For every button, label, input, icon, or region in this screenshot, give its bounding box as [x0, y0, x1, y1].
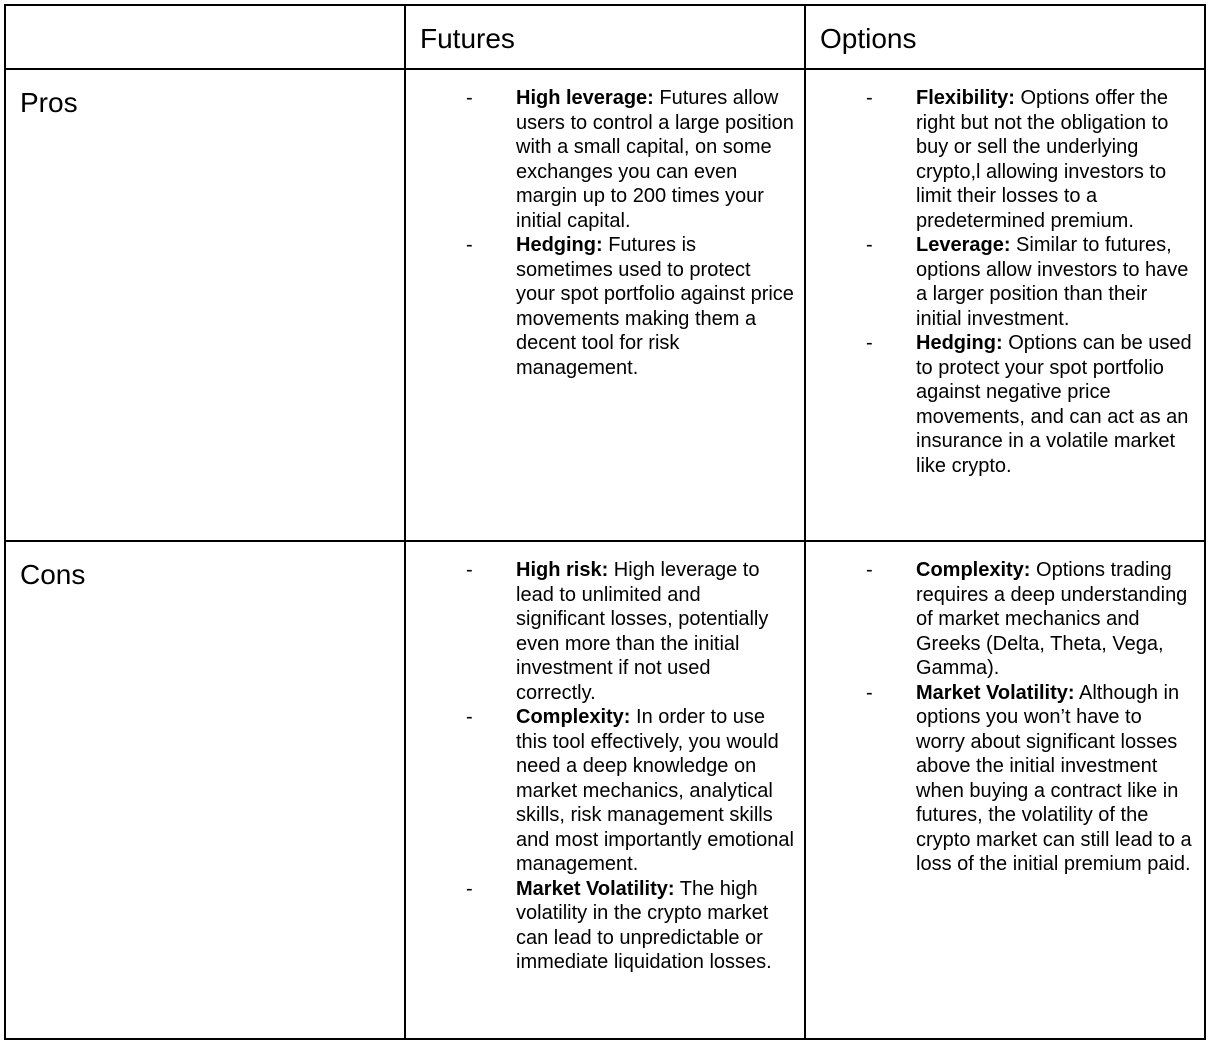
cons-options-list: [806, 542, 1204, 877]
pros-row: [5, 69, 1205, 541]
bullet-dash: -: [866, 87, 873, 109]
header-futures: Futures: [420, 23, 515, 54]
list-item: [806, 331, 1194, 478]
pros-futures-cell: [405, 69, 805, 541]
list-item: [406, 705, 794, 877]
bullet-text: Options trading requires a deep understanding of market mechanics and Greeks (Delta, Theta, Vega, Gamma).: [916, 559, 1188, 679]
list-item: [406, 558, 794, 705]
list-item: [806, 558, 1194, 681]
list-item: [406, 86, 794, 233]
bullet-text: Although in options you won’t have to worry about significant losses above the initial investment when buying a contract like in futures, the volatility of the crypto market can still lead to a loss of the initial premium paid.: [916, 681, 1192, 875]
header-empty-cell: [5, 5, 405, 69]
cons-futures-list: [406, 542, 804, 975]
header-options: Options: [820, 23, 917, 54]
bullet-term: Market Volatility:: [516, 877, 675, 900]
bullet-dash: -: [466, 234, 473, 256]
bullet-text: In order to use this tool effectively, you would need a deep knowledge on market mechanics, analytical skills, risk management skills and most importantly emotional management.: [516, 706, 794, 875]
pros-options-list: [806, 70, 1204, 478]
bullet-text: Options offer the right but not the obligation to buy or sell the underlying crypto,l allowing investors to limit their losses to a predetermined premium.: [916, 87, 1169, 232]
cons-row: [5, 541, 1205, 1039]
bullet-text: Similar to futures, options allow investors to have a larger position than their initial investment.: [916, 234, 1189, 330]
bullet-dash: -: [466, 706, 473, 728]
bullet-dash: -: [466, 559, 473, 581]
bullet-term: High risk:: [516, 559, 609, 581]
list-item: [806, 681, 1194, 877]
list-item: [406, 233, 794, 380]
bullet-term: Complexity:: [916, 559, 1031, 581]
bullet-term: Leverage:: [916, 234, 1011, 256]
pros-label-cell: [5, 69, 405, 541]
bullet-dash: -: [866, 559, 873, 581]
bullet-term: Flexibility:: [916, 87, 1015, 109]
bullet-term: Complexity:: [516, 706, 631, 728]
bullet-term: Hedging:: [516, 234, 603, 256]
header-row: [5, 5, 1205, 69]
bullet-dash: -: [866, 681, 873, 704]
bullet-term: Hedging:: [916, 332, 1003, 354]
list-item: [406, 877, 794, 975]
pros-label: Pros: [20, 87, 78, 118]
header-options-cell: [805, 5, 1205, 69]
bullet-text: The high volatility in the crypto market can lead to unpredictable or immediate liquidation losses.: [516, 877, 772, 973]
bullet-text: Options can be used to protect your spot portfolio against negative price movements, and can act as an insurance in a volatile market like crypto.: [916, 332, 1192, 477]
bullet-dash: -: [866, 234, 873, 256]
bullet-dash: -: [466, 87, 473, 109]
cons-options-cell: [805, 541, 1205, 1039]
cons-futures-cell: [405, 541, 805, 1039]
bullet-dash: -: [866, 332, 873, 354]
header-futures-cell: [405, 5, 805, 69]
bullet-term: High leverage:: [516, 87, 654, 109]
bullet-text: Futures is sometimes used to protect your spot portfolio against price movements making them a decent tool for risk management.: [516, 234, 794, 379]
list-item: [806, 233, 1194, 331]
pros-futures-list: [406, 70, 804, 380]
pros-options-cell: [805, 69, 1205, 541]
bullet-dash: -: [466, 877, 473, 900]
bullet-text: Futures allow users to control a large position with a small capital, on some exchanges you can even margin up to 200 times your initial capital.: [516, 87, 794, 232]
cons-label: Cons: [20, 559, 86, 590]
list-item: [806, 86, 1194, 233]
comparison-table: [4, 4, 1206, 1040]
cons-label-cell: [5, 541, 405, 1039]
bullet-text: High leverage to lead to unlimited and significant losses, potentially even more than the initial investment if not used correctly.: [516, 559, 769, 704]
bullet-term: Market Volatility:: [916, 681, 1075, 704]
